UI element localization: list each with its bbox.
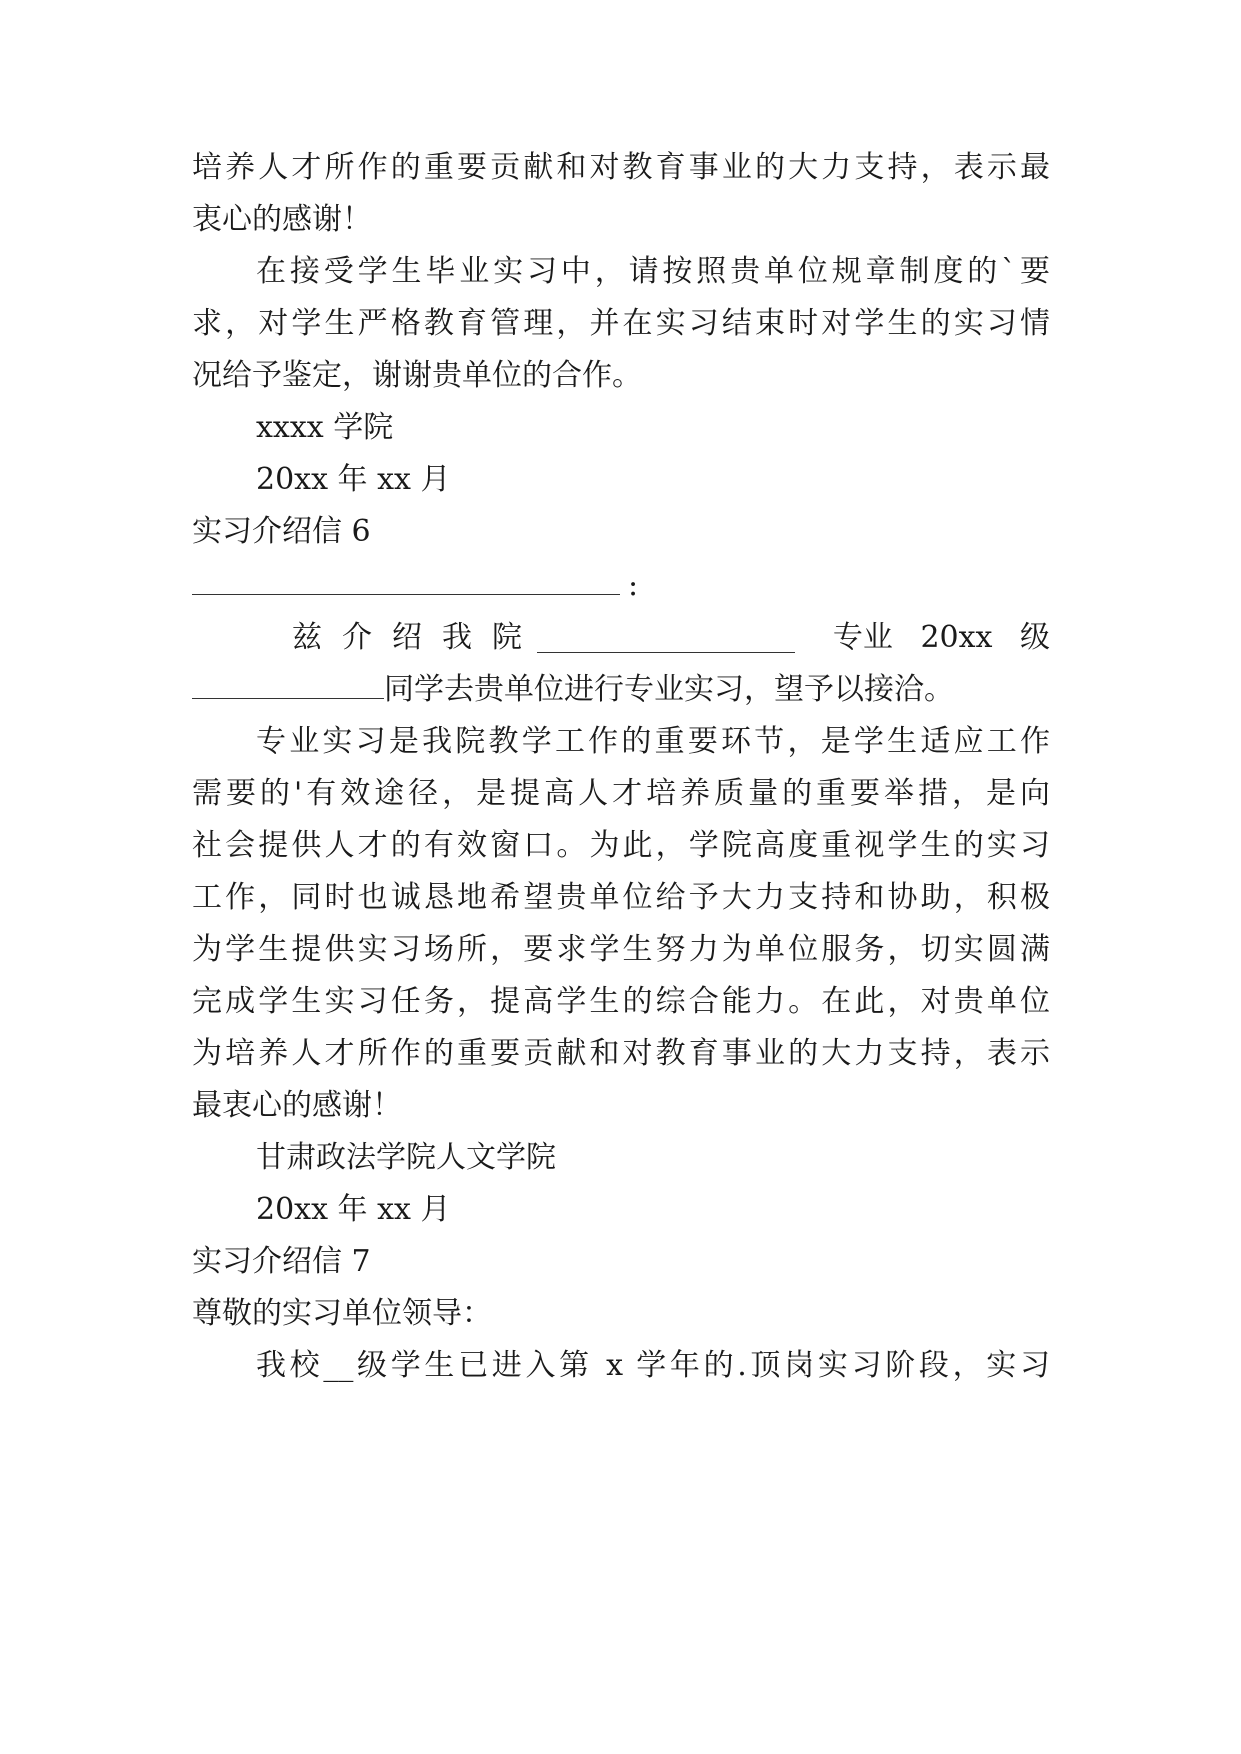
fill-blank: [192, 568, 620, 595]
signature-date: 20xx 年 xx 月: [256, 1192, 451, 1227]
intro-line: [192, 618, 1050, 658]
paragraph-line: 专业实习是我院教学工作的重要环节，是学生适应工作: [256, 724, 1050, 759]
paragraph-line: 培养人才所作的重要贡献和对教育事业的大力支持，表示最: [192, 150, 1050, 185]
intro-line: [192, 670, 1050, 710]
signature-org: 甘肃政法学院人文学院: [256, 1140, 556, 1175]
signature-org: xxxx 学院: [256, 410, 394, 445]
paragraph-line: 完成学生实习任务，提高学生的综合能力。在此，对贵单位: [192, 984, 1050, 1019]
paragraph-line: 最衷心的感谢！: [192, 1088, 402, 1123]
paragraph-line: 工作，同时也诚恳地希望贵单位给予大力支持和协助，积极: [192, 880, 1050, 915]
intro-text-a: 兹介绍我院: [292, 620, 542, 655]
salutation: 尊敬的实习单位领导：: [192, 1296, 492, 1331]
intro-text-c: 同学去贵单位进行专业实习，望予以接洽。: [384, 672, 954, 707]
paragraph-line: 求，对学生严格教育管理，并在实习结束时对学生的实习情: [192, 306, 1050, 341]
paragraph-line: 社会提供人才的有效窗口。为此，学院高度重视学生的实习: [192, 828, 1050, 863]
salutation-colon: :: [628, 568, 639, 603]
fill-blank-major: [537, 626, 795, 653]
fill-blank-student: [192, 672, 384, 699]
signature-date: 20xx 年 xx 月: [256, 462, 451, 497]
letter-heading: 实习介绍信 6: [192, 514, 371, 549]
paragraph-line: 在接受学生毕业实习中，请按照贵单位规章制度的`要: [256, 254, 1050, 289]
paragraph-line: 需要的'有效途径，是提高人才培养质量的重要举措，是向: [192, 776, 1050, 811]
paragraph-line: 衷心的感谢！: [192, 202, 372, 237]
paragraph-line: 我校__级学生已进入第 x 学年的.顶岗实习阶段，实习: [256, 1348, 1050, 1383]
letter-heading: 实习介绍信 7: [192, 1244, 371, 1279]
intro-text-b: 专业 20xx 级: [832, 620, 1050, 655]
paragraph-line: 为学生提供实习场所，要求学生努力为单位服务，切实圆满: [192, 932, 1050, 967]
paragraph-line: 况给予鉴定，谢谢贵单位的合作。: [192, 358, 642, 393]
paragraph-line: 为培养人才所作的重要贡献和对教育事业的大力支持，表示: [192, 1036, 1050, 1071]
salutation-line: [192, 566, 1050, 606]
